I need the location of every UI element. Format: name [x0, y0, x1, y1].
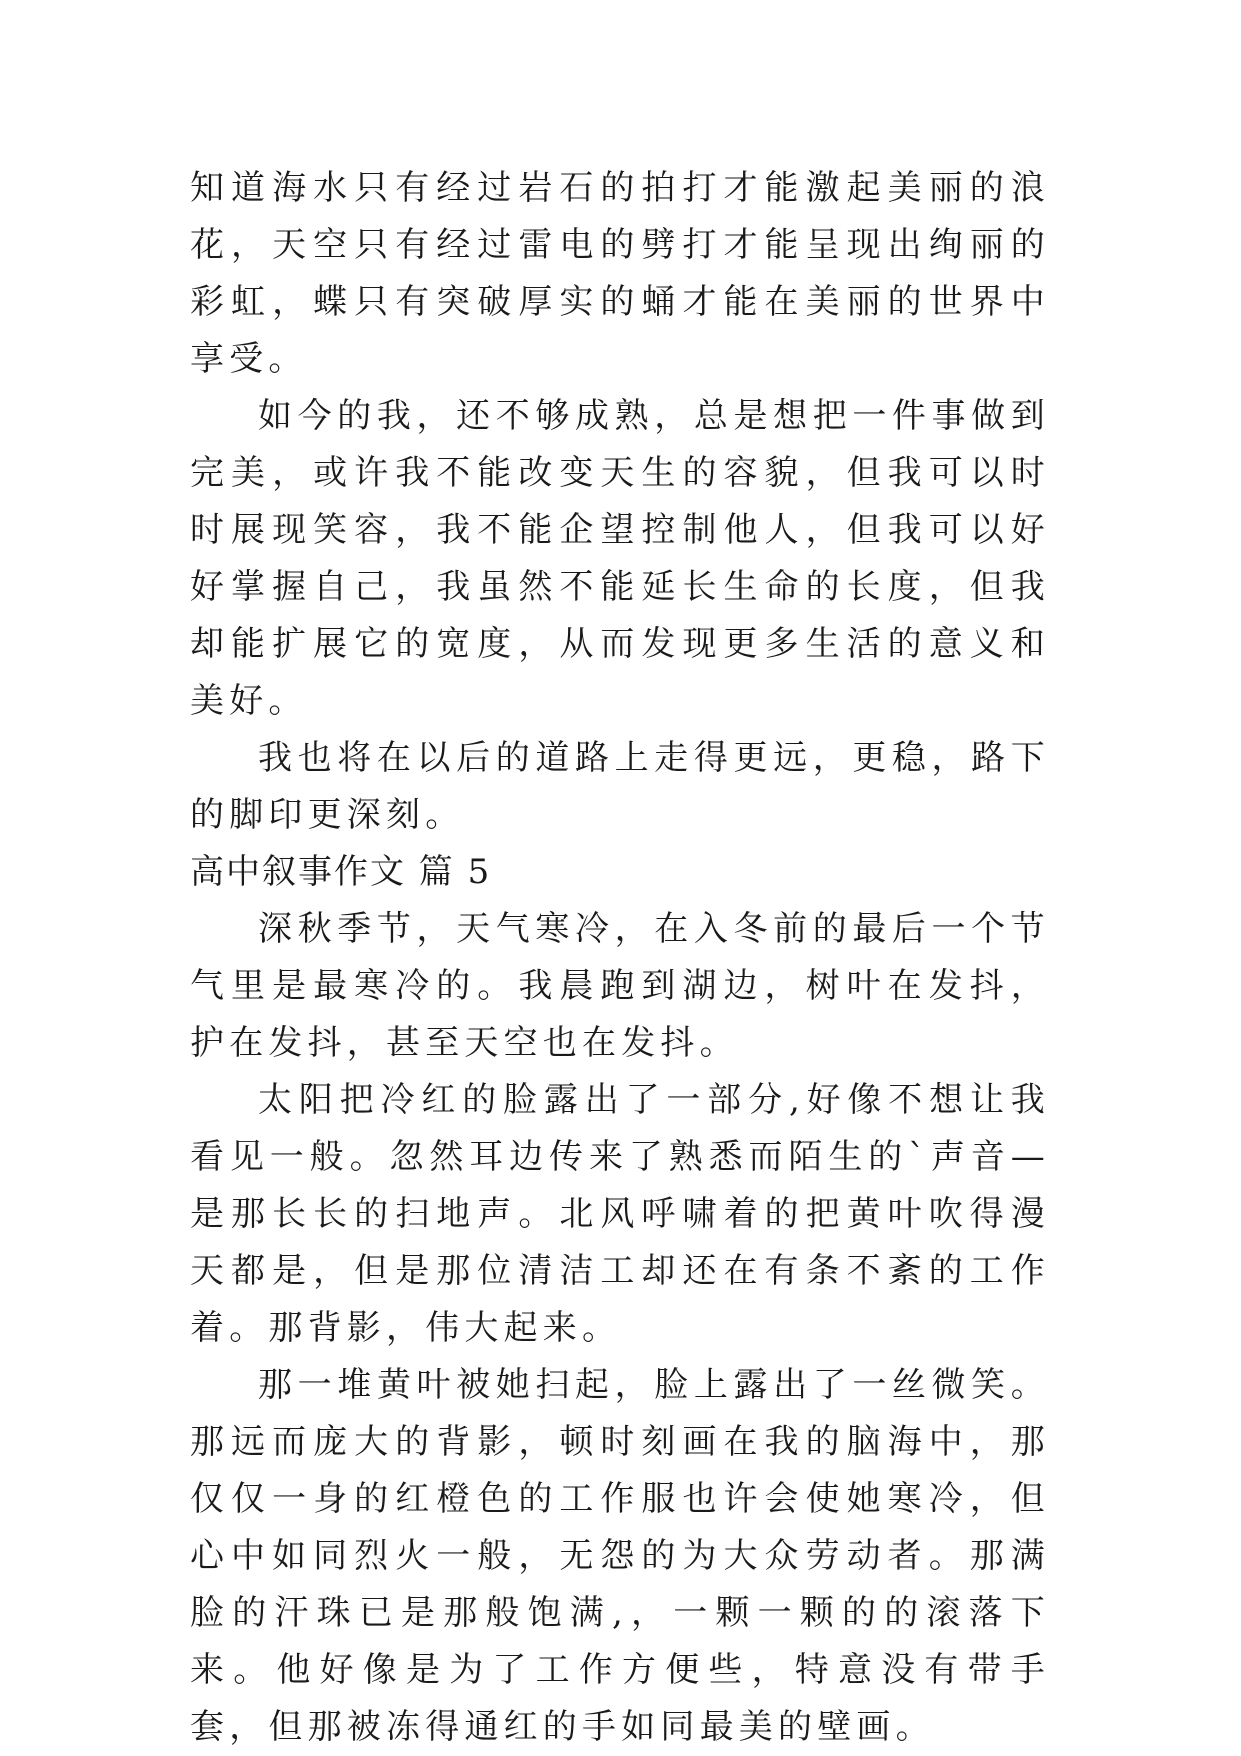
document-body — [190, 160, 1050, 1756]
section-heading: 高中叙事作文 篇 5 — [190, 852, 492, 892]
paragraph: 深秋季节，天气寒冷，在入冬前的最后一个节气里是最寒冷的。我晨跑到湖边，树叶在发抖，护在发抖，甚至天空也在发抖。 — [190, 909, 1050, 1063]
paragraph: 我也将在以后的道路上走得更远，更稳，路下的脚印更深刻。 — [190, 738, 1050, 835]
paragraph: 如今的我，还不够成熟，总是想把一件事做到完美，或许我不能改变天生的容貌，但我可以时时展现笑容，我不能企望控制他人，但我可以好好掌握自己，我虽然不能延长生命的长度，但我却能扩展它的宽度，从而发现更多生活的意义和美好。 — [190, 396, 1050, 721]
paragraph: 那一堆黄叶被她扫起，脸上露出了一丝微笑。那远而庞大的背影，顿时刻画在我的脑海中，那仅仅一身的红橙色的工作服也许会使她寒冷，但心中如同烈火一般，无怨的为大众劳动者。那满脸的汗珠已是那般饱满,，一颗一颗的的滚落下来。他好像是为了工作方便些，特意没有带手套，但那被冻得通红的手如同最美的壁画。 — [190, 1365, 1050, 1747]
paragraph: 知道海水只有经过岩石的拍打才能激起美丽的浪花，天空只有经过雷电的劈打才能呈现出绚丽的彩虹，蝶只有突破厚实的蛹才能在美丽的世界中享受。 — [190, 168, 1050, 379]
paragraph: 太阳把冷红的脸露出了一部分,好像不想让我看见一般。忽然耳边传来了熟悉而陌生的`声音—是那长长的扫地声。北风呼啸着的把黄叶吹得漫天都是，但是那位清洁工却还在有条不紊的工作着。那背影，伟大起来。 — [190, 1080, 1050, 1348]
